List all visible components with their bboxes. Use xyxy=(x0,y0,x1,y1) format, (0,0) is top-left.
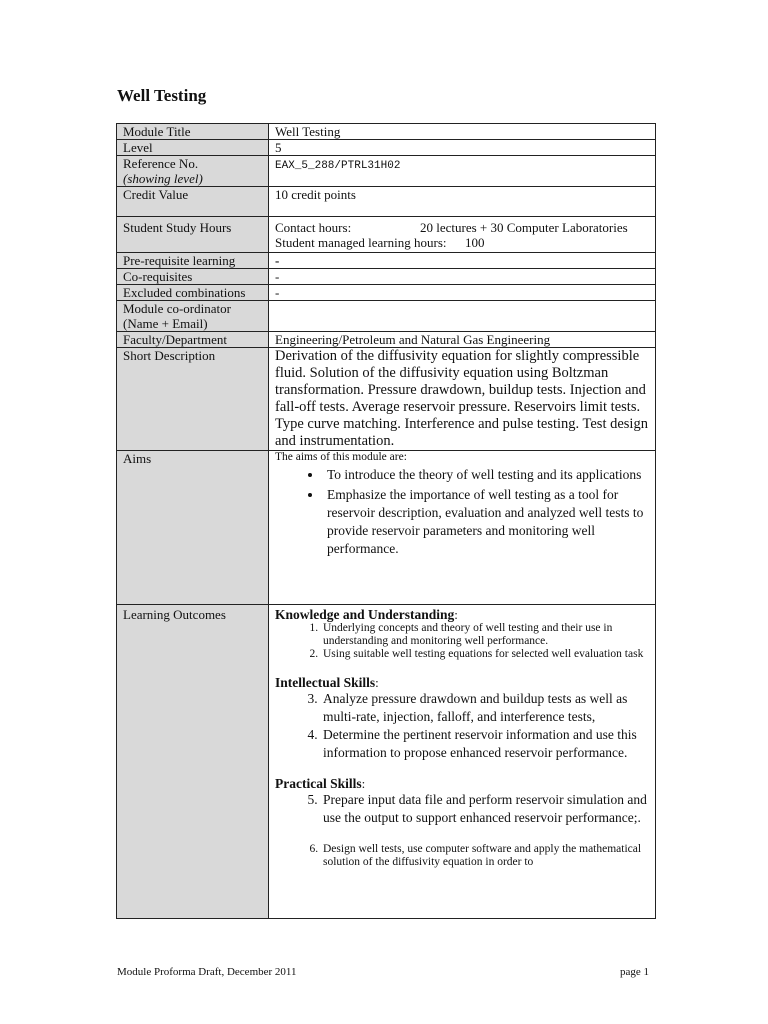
level-label: Level xyxy=(117,140,269,156)
table-row xyxy=(117,332,656,348)
coordinator-value xyxy=(269,301,656,332)
table-row xyxy=(117,156,656,187)
level-value: 5 xyxy=(269,140,656,156)
table-row xyxy=(117,605,656,919)
prereq-label: Pre-requisite learning xyxy=(117,253,269,269)
aims-intro: The aims of this module are: xyxy=(275,451,407,463)
outcomes-label-text: Learning Outcomes xyxy=(123,607,226,622)
module-table xyxy=(116,123,656,919)
list-item: • To introduce the theory of well testing and its applications xyxy=(323,466,655,484)
list-item: 4. Determine the pertinent reservoir information and use this information to propose enhanced reservoir performance. xyxy=(321,726,655,762)
practical-list-continued xyxy=(275,843,655,869)
reference-label: Reference No. xyxy=(123,156,199,171)
practical-list xyxy=(275,791,655,827)
excluded-label: Excluded combinations xyxy=(117,285,269,301)
prereq-value: - xyxy=(269,253,656,269)
footer-right: page 1 xyxy=(620,966,650,978)
short-desc-label: Short Description xyxy=(117,348,269,451)
reference-label-cell xyxy=(117,156,269,187)
credit-label: Credit Value xyxy=(117,187,269,217)
faculty-label: Faculty/Department xyxy=(117,332,269,348)
faculty-value: Engineering/Petroleum and Natural Gas Engineering xyxy=(269,332,656,348)
outcomes-label xyxy=(117,605,269,919)
managed-hours-label: Student managed learning hours: xyxy=(275,235,447,250)
study-hours-cell xyxy=(269,217,656,253)
intellectual-heading: Intellectual Skills xyxy=(275,675,376,690)
table-row xyxy=(117,348,656,451)
coordinator-label-note: (Name + Email) xyxy=(123,316,208,331)
aims-cell xyxy=(269,451,656,605)
table-row xyxy=(117,451,656,605)
aims-list xyxy=(275,466,655,558)
contact-hours-label: Contact hours: xyxy=(275,220,352,235)
table-row xyxy=(117,217,656,253)
intellectual-list xyxy=(275,690,655,762)
knowledge-heading: Knowledge and Understanding xyxy=(275,607,455,622)
outcomes-cell xyxy=(269,605,656,919)
reference-value-cell xyxy=(269,156,656,187)
table-row xyxy=(117,269,656,285)
short-desc-value: Derivation of the diffusivity equation for slightly compressible fluid. Solution of the diffusivity equation using Boltzman transformation. Pressure drawdown, buildup tests. Injection and fall-off tests. Average reservoir pressure. Reservoirs limit tests. Type curve matching. Interference and pulse testing. Test design and instrumentation. xyxy=(269,348,656,451)
knowledge-list xyxy=(275,622,655,661)
practical-heading: Practical Skills xyxy=(275,776,362,791)
reference-value: EAX_5_288/PTRL31H02 xyxy=(275,160,401,172)
list-item: • Emphasize the importance of well testing as a tool for reservoir description, evaluation and analyzed well tests to provide reservoir parameters and monitoring well performance. xyxy=(323,486,655,558)
contact-hours-line xyxy=(275,217,655,235)
table-row xyxy=(117,285,656,301)
coordinator-label-cell xyxy=(117,301,269,332)
managed-hours-line xyxy=(275,235,655,250)
list-item: 5. Prepare input data file and perform reservoir simulation and use the output to support enhanced reservoir performance;. xyxy=(321,791,655,827)
table-row xyxy=(117,301,656,332)
list-item: 3. Analyze pressure drawdown and buildup tests as well as multi-rate, injection, falloff, and interference tests, xyxy=(321,690,655,726)
module-title-label: Module Title xyxy=(117,124,269,140)
list-item: 2. Using suitable well testing equations for selected well evaluation task xyxy=(321,648,655,661)
practical-heading-line: Practical Skills: xyxy=(275,776,366,791)
module-title-value: Well Testing xyxy=(269,124,656,140)
footer-left: Module Proforma Draft, December 2011 xyxy=(117,966,297,978)
coreq-label: Co-requisites xyxy=(117,269,269,285)
reference-label-note: (showing level) xyxy=(123,171,203,186)
knowledge-heading-line: Knowledge and Understanding: xyxy=(275,607,458,622)
excluded-value: - xyxy=(269,285,656,301)
study-hours-label xyxy=(117,217,269,253)
list-item: 6. Design well tests, use computer software and apply the mathematical solution of the diffusivity equation in order to xyxy=(321,843,655,869)
intellectual-heading-line: Intellectual Skills: xyxy=(275,675,379,690)
coordinator-label: Module co-ordinator xyxy=(123,301,231,316)
list-item: 1. Underlying concepts and theory of well testing and their use in understanding and monitoring well performance. xyxy=(321,622,655,648)
managed-hours-value: 100 xyxy=(465,235,485,250)
aims-label: Aims xyxy=(117,451,269,605)
table-row xyxy=(117,140,656,156)
page-title: Well Testing xyxy=(117,86,207,105)
study-hours-label-text: Student Study Hours xyxy=(123,220,232,235)
table-row xyxy=(117,124,656,140)
table-row xyxy=(117,253,656,269)
contact-hours-value: 20 lectures + 30 Computer Laboratories xyxy=(420,220,628,235)
coreq-value: - xyxy=(269,269,656,285)
credit-value: 10 credit points xyxy=(269,187,656,217)
table-row xyxy=(117,187,656,217)
